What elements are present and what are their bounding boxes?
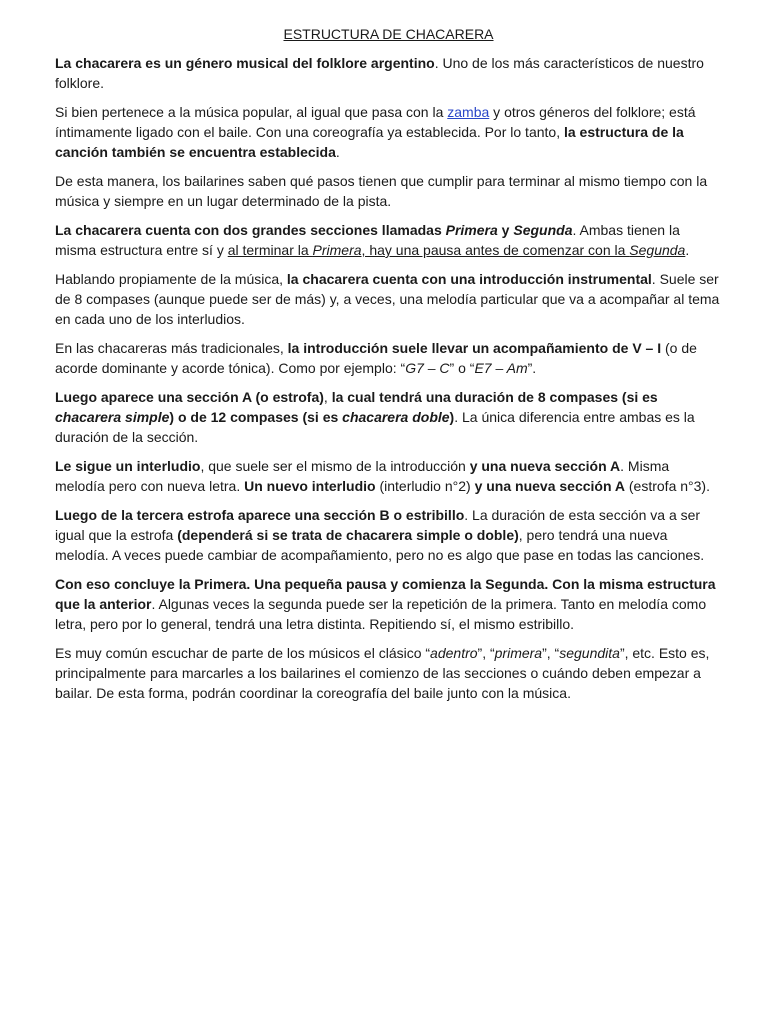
bold-text: Luego de la tercera estrofa aparece una sección B o estribillo <box>55 507 465 523</box>
text: (estrofa n°3). <box>625 478 710 494</box>
bold-text: Un nuevo interludio <box>244 478 376 494</box>
text: ”, “ <box>542 645 560 661</box>
text: , <box>323 389 332 405</box>
text: , que suele ser el mismo de la introducción <box>200 458 470 474</box>
italic-text: E7 – Am <box>474 360 528 376</box>
bold-text: Con eso concluye la Primera. Una pequeña pausa y comienza la Segunda. Con la misma estructura que la anterior <box>55 576 716 612</box>
bold-text: ) <box>449 409 455 425</box>
text: . Ambas tienen la misma estructura entre sí y <box>55 222 680 258</box>
text: . Uno de los más característicos de nuestro folklore. <box>55 55 704 91</box>
text: ”, etc. Esto es, principalmente para marcarles a los bailarines el comienzo de las secciones o cuándo deben empezar a bailar. De esta forma, podrán coordinar la coreografía del baile junto con la música. <box>55 645 710 701</box>
italic-text: adentro <box>430 645 478 661</box>
bold-text: y una nueva sección A <box>469 458 621 474</box>
bold-text: La chacarera cuenta con dos grandes secciones llamadas <box>55 222 446 238</box>
paragraph-intro <box>55 53 722 93</box>
paragraph-section-b <box>55 505 722 565</box>
underlined-italic-text: Primera <box>312 242 362 258</box>
paragraph-traditional <box>55 338 722 378</box>
text: (interludio n°2) <box>375 478 475 494</box>
bold-text: (dependerá si se trata de chacarera simple o doble) <box>177 527 519 543</box>
bold-text: la cual tendrá una duración de 8 compases (si es <box>331 389 658 405</box>
paragraph-sections <box>55 220 722 260</box>
paragraph-introduction <box>55 269 722 329</box>
bold-text: y <box>497 222 514 238</box>
underlined-text: , hay una pausa antes de comenzar con la <box>361 242 630 258</box>
text: . La duración de esta sección va a ser igual que la estrofa <box>55 507 701 543</box>
underlined-text: al terminar la <box>227 242 313 258</box>
text: . <box>335 144 340 160</box>
text: ”. <box>527 360 537 376</box>
text: Hablando propiamente de la música, <box>55 271 287 287</box>
paragraph-dancers <box>55 171 722 211</box>
bold-text: Luego aparece una sección A (o estrofa) <box>55 389 324 405</box>
zamba-link[interactable]: zamba <box>447 104 490 120</box>
bold-italic-text: Primera <box>445 222 498 238</box>
bold-text: la introducción suele llevar un acompañamiento de V – I <box>287 340 662 356</box>
bold-text: La chacarera es un género musical del folklore argentino <box>55 55 435 71</box>
paragraph-musicians <box>55 643 722 703</box>
document-title: ESTRUCTURA DE CHACARERA <box>283 26 494 42</box>
text: Es muy común escuchar de parte de los músicos el clásico “ <box>55 645 431 661</box>
italic-text: primera <box>494 645 543 661</box>
text: En las chacareras más tradicionales, <box>55 340 288 356</box>
paragraph-conclusion <box>55 574 722 634</box>
text: Si bien pertenece a la música popular, al igual que pasa con la <box>55 104 448 120</box>
bold-text: ) o de 12 compases (si es <box>169 409 343 425</box>
text: . Misma melodía pero con nueva letra. <box>55 458 670 494</box>
bold-text: la chacarera cuenta con una introducción instrumental <box>286 271 652 287</box>
italic-text: G7 – C <box>405 360 450 376</box>
text: (o de acorde dominante y acorde tónica). Como por ejemplo: “ <box>55 340 697 376</box>
bold-italic-text: chacarera doble <box>342 409 450 425</box>
paragraph-interlude <box>55 456 722 496</box>
bold-text: la estructura de la canción también se encuentra establecida <box>55 124 684 160</box>
text: De esta manera, los bailarines saben qué pasos tienen que cumplir para terminar al mismo tiempo con la música y siempre en un lugar determinado de la pista. <box>55 173 708 209</box>
text: ” o “ <box>449 360 475 376</box>
bold-italic-text: chacarera simple <box>55 409 170 425</box>
bold-italic-text: Segunda <box>513 222 573 238</box>
paragraph-popular-music <box>55 102 722 162</box>
text: . <box>685 242 690 258</box>
text: y otros géneros del folklore; está íntimamente ligado con el baile. Con una coreografía ya establecida. Por lo tanto, <box>55 104 696 140</box>
text: . Algunas veces la segunda puede ser la repetición de la primera. Tanto en melodía como letra, pero por lo general, tendrá una letra distinta. Repitiendo sí, el mismo estribillo. <box>55 596 707 632</box>
bold-text: y una nueva sección A <box>474 478 625 494</box>
text: , pero tendrá una nueva melodía. A veces puede cambiar de acompañamiento, pero no es algo que pase en todas las canciones. <box>55 527 705 563</box>
text: . Suele ser de 8 compases (aunque puede ser de más) y, a veces, una melodía particular que va a acompañar al tema en cada uno de los interludios. <box>55 271 720 327</box>
paragraph-section-a <box>55 387 722 447</box>
text: . La única diferencia entre ambas es la duración de la sección. <box>55 409 695 445</box>
text: ”, “ <box>477 645 495 661</box>
underlined-italic-text: Segunda <box>629 242 686 258</box>
bold-text: Le sigue un interludio <box>55 458 201 474</box>
italic-text: segundita <box>559 645 620 661</box>
